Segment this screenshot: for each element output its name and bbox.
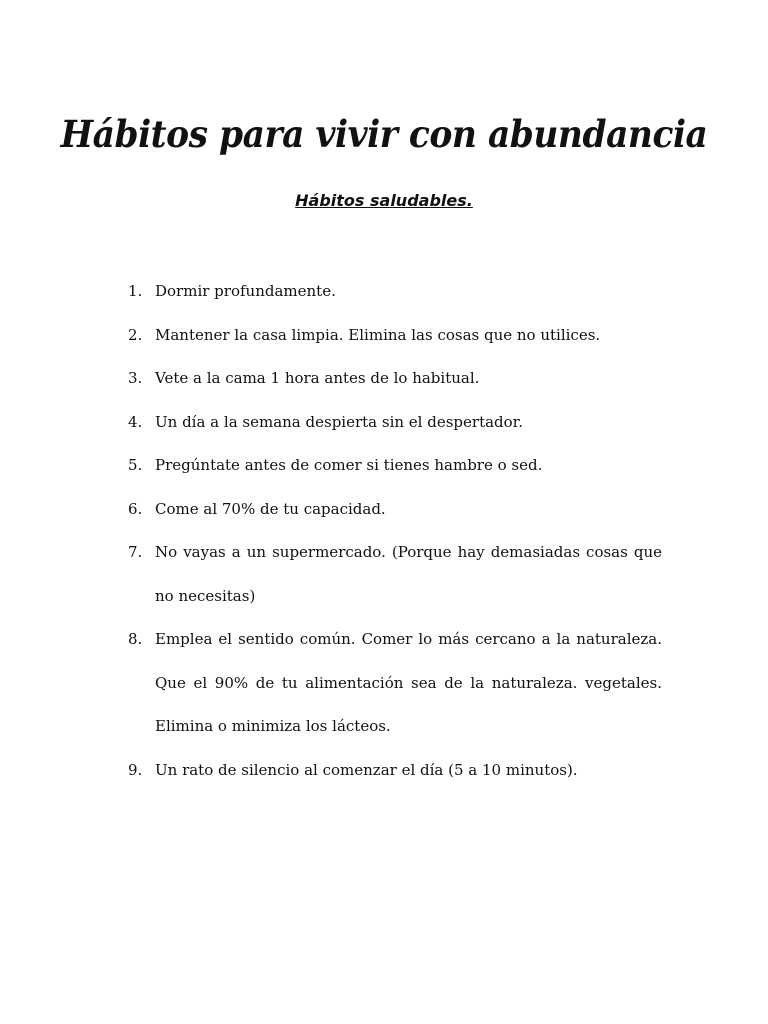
- list-item-text: Un rato de silencio al comenzar el día (5 a 10 minutos).: [155, 760, 578, 779]
- habits-list: [128, 270, 662, 792]
- list-item-text: Dormir profundamente.: [155, 282, 336, 300]
- list-item-number: 9.: [128, 760, 143, 779]
- section-subtitle: Hábitos saludables.: [295, 191, 473, 210]
- list-item-text: Pregúntate antes de comer si tienes hambre o sed.: [155, 456, 543, 474]
- list-item-text: Come al 70% de tu capacidad.: [155, 499, 386, 518]
- list-item-number: 1.: [128, 282, 143, 300]
- list-item-text: Mantener la casa limpia. Elimina las cosas que no utilices.: [155, 325, 601, 344]
- list-item: [128, 314, 662, 358]
- list-item-number: 4.: [128, 412, 143, 431]
- list-item: [128, 401, 662, 445]
- list-item-text: Vete a la cama 1 hora antes de lo habitual.: [155, 369, 480, 387]
- list-item: [128, 618, 662, 749]
- list-item: [128, 488, 662, 532]
- list-item-number: 7.: [128, 543, 143, 561]
- list-item-text: Un día a la semana despierta sin el despertador.: [155, 412, 523, 431]
- list-item-number: 8.: [128, 630, 143, 648]
- list-item-number: 6.: [128, 499, 143, 518]
- list-item: [128, 357, 662, 401]
- list-item: [128, 270, 662, 314]
- list-item-text: No vayas a un supermercado. (Porque hay demasiadas cosas que no necesitas): [155, 543, 662, 605]
- list-item-number: 2.: [128, 325, 143, 344]
- list-item-number: 3.: [128, 369, 143, 387]
- list-item: [128, 531, 662, 618]
- list-item: [128, 749, 662, 793]
- list-item: [128, 444, 662, 488]
- list-item-number: 5.: [128, 456, 143, 474]
- document-title: Hábitos para vivir con abundancia: [60, 112, 708, 156]
- list-item-text: Emplea el sentido común. Comer lo más cercano a la naturaleza. Que el 90% de tu alimentación sea de la naturaleza. vegetales. Elimina o minimiza los lácteos.: [155, 630, 662, 735]
